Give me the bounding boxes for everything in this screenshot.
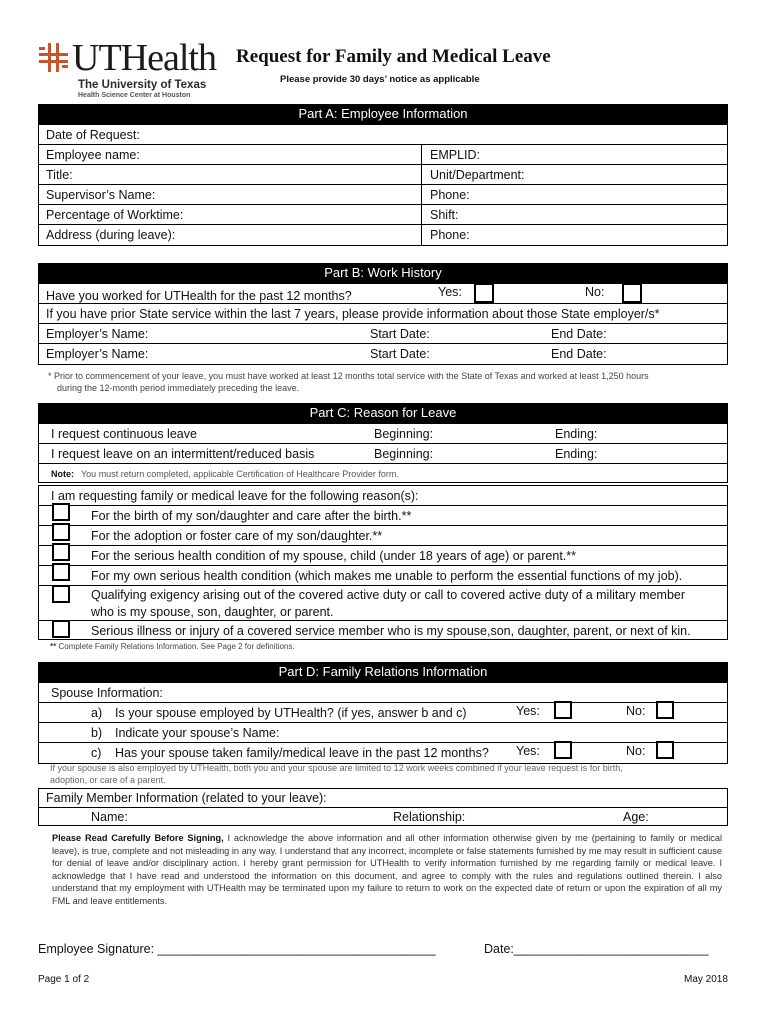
continuous-beginning-field[interactable]: Beginning: [374,427,434,441]
part-b-heading: Part B: Work History [38,263,728,283]
reason-exigency: Qualifying exigency arising out of the covered active duty or call to covered active duty of a military member [91,588,686,602]
spouse-note-line2: adoption, or care of a parent. [50,775,166,785]
part-b-footnote-line1: * Prior to commencement of your leave, you must have worked at least 12 months total service with the State of Texas and worked at least 1,250 hours [48,371,649,381]
qa-letter: a) [91,706,103,720]
document-title: Request for Family and Medical Leave [236,46,551,67]
reason-service-member: Serious illness or injury of a covered service member who is my spouse,son, daughter, parent, or next of kin. [91,624,691,638]
address-phone-field[interactable]: Phone: [430,228,470,242]
note-text: You must return completed, applicable Certification of Healthcare Provider form. [81,469,399,479]
certification-lead: Please Read Carefully Before Signing, [52,833,224,843]
spouse-leave-yes-checkbox[interactable] [554,741,572,759]
spouse-leave-yes-label: Yes: [516,744,540,758]
worked-yes-label: Yes: [438,285,462,299]
continuous-leave-label: I request continuous leave [51,427,197,441]
part-c-table [38,423,728,483]
continuous-ending-field[interactable]: Ending: [555,427,598,441]
spouse-leave-no-checkbox[interactable] [656,741,674,759]
reason-adoption-checkbox[interactable] [52,523,70,541]
reason-exigency-checkbox[interactable] [52,585,70,603]
part-c-heading: Part C: Reason for Leave [38,403,728,423]
reason-own-health: For my own serious health condition (which makes me unable to perform the essential functions of my job). [91,569,683,583]
employer2-name-field[interactable]: Employer’s Name: [46,347,149,361]
document-subtitle: Please provide 30 days’ notice as applicable [280,74,480,85]
page-number: Page 1 of 2 [38,974,90,985]
footnote-stars: ** [50,642,57,651]
spouse-employed-no-label: No: [626,704,646,718]
qb-letter: b) [91,726,103,740]
worktime-field[interactable]: Percentage of Worktime: [46,208,184,222]
address-field[interactable]: Address (during leave): [46,228,176,242]
reason-own-health-checkbox[interactable] [52,563,70,581]
family-name-field[interactable]: Name: [91,810,128,824]
certification-paragraph [52,832,722,908]
unit-department-field[interactable]: Unit/Department: [430,168,525,182]
intermittent-ending-field[interactable]: Ending: [555,447,598,461]
family-member-table [38,788,728,826]
emplid-field[interactable]: EMPLID: [430,148,481,162]
intermittent-beginning-field[interactable]: Beginning: [374,447,434,461]
date-of-request-field[interactable]: Date of Request: [46,128,140,142]
reason-service-member-checkbox[interactable] [52,620,70,638]
shift-field[interactable]: Shift: [430,208,459,222]
employee-signature-field[interactable]: Employee Signature: ________________________________________ [38,942,436,956]
certification-text: I acknowledge the above information and all other information otherwise given by me (pertaining to family or medical leave), is true, complete and not misleading in any way. I understand that any incorrect, incomplete or false statements furnished by me may result in sufficient cause for denial of leave and/or disciplinary action. I hereby grant permission for UTHealth to verify information furnished by me regarding family or medical leave. I acknowledge that I have read and understood the information on this document, and agree to comply with the rules and regulations outlined therein. I also understand that my employment with UTHealth may be terminated upon my failure to return to work on the expected date of return or upon the expiration of all my FML and leave entitlements. [52,833,723,906]
reason-exigency-cont: who is my spouse, son, daughter, or parent. [91,605,334,619]
revision-date: May 2018 [684,974,728,985]
employer1-start-field[interactable]: Start Date: [370,327,430,341]
uthealth-logo-icon [39,43,68,72]
family-member-label: Family Member Information (related to your leave): [46,791,327,805]
employer1-end-field[interactable]: End Date: [551,327,607,341]
employer1-name-field[interactable]: Employer’s Name: [46,327,149,341]
employer2-end-field[interactable]: End Date: [551,347,607,361]
part-c-footnote [50,641,295,652]
spouse-note-line1: If your spouse is also employed by UTHealth, both you and your spouse are limited to 12 work weeks combined if your leave request is for birth, [50,763,623,773]
spouse-employed-no-checkbox[interactable] [656,701,674,719]
spouse-leave-no-label: No: [626,744,646,758]
part-b-footnote-line2: during the 12-month period immediately preceding the leave. [57,383,300,393]
reason-birth: For the birth of my son/daughter and care after the birth.** [91,509,412,523]
part-d-heading: Part D: Family Relations Information [38,662,728,682]
logo-wordmark: UTHealth [72,37,216,79]
spouse-employed-yes-checkbox[interactable] [554,701,572,719]
reason-family-health: For the serious health condition of my spouse, child (under 18 years of age) or parent.** [91,549,576,563]
part-a-heading: Part A: Employee Information [38,104,728,124]
employer2-start-field[interactable]: Start Date: [370,347,430,361]
title-field[interactable]: Title: [46,168,73,182]
reason-birth-checkbox[interactable] [52,503,70,521]
reasons-table [38,485,728,640]
university-subname: Health Science Center at Houston [78,92,191,99]
worked-yes-checkbox[interactable] [474,283,494,303]
spouse-info-label: Spouse Information: [51,686,163,700]
spouse-table [38,682,728,764]
spouse-name-field[interactable]: Indicate your spouse’s Name: [115,726,280,740]
employee-name-field[interactable]: Employee name: [46,148,140,162]
part-a-table [38,124,728,246]
reason-adoption: For the adoption or foster care of my son/daughter.** [91,529,383,543]
worked-no-checkbox[interactable] [622,283,642,303]
family-relationship-field[interactable]: Relationship: [393,810,466,824]
footnote-text: Complete Family Relations Information. See Page 2 for definitions. [58,642,295,651]
signature-date-field[interactable]: Date:____________________________ [484,942,709,956]
spouse-employed-question: Is your spouse employed by UTHealth? (if yes, answer b and c) [115,706,467,720]
reason-family-health-checkbox[interactable] [52,543,70,561]
worked-no-label: No: [585,285,605,299]
qc-letter: c) [91,746,102,760]
family-age-field[interactable]: Age: [623,810,649,824]
spouse-employed-yes-label: Yes: [516,704,540,718]
note-label: Note: [51,469,74,479]
university-name: The University of Texas [78,79,207,91]
worked-12-months-question: Have you worked for UTHealth for the past 12 months? [46,289,352,303]
intermittent-leave-label: I request leave on an intermittent/reduced basis [51,447,315,461]
supervisor-phone-field[interactable]: Phone: [430,188,470,202]
supervisor-name-field[interactable]: Supervisor’s Name: [46,188,156,202]
prior-service-text: If you have prior State service within the last 7 years, please provide information about those State employer/s* [46,307,660,321]
reasons-heading: I am requesting family or medical leave for the following reason(s): [51,489,419,503]
spouse-leave-question: Has your spouse taken family/medical leave in the past 12 months? [115,746,489,760]
